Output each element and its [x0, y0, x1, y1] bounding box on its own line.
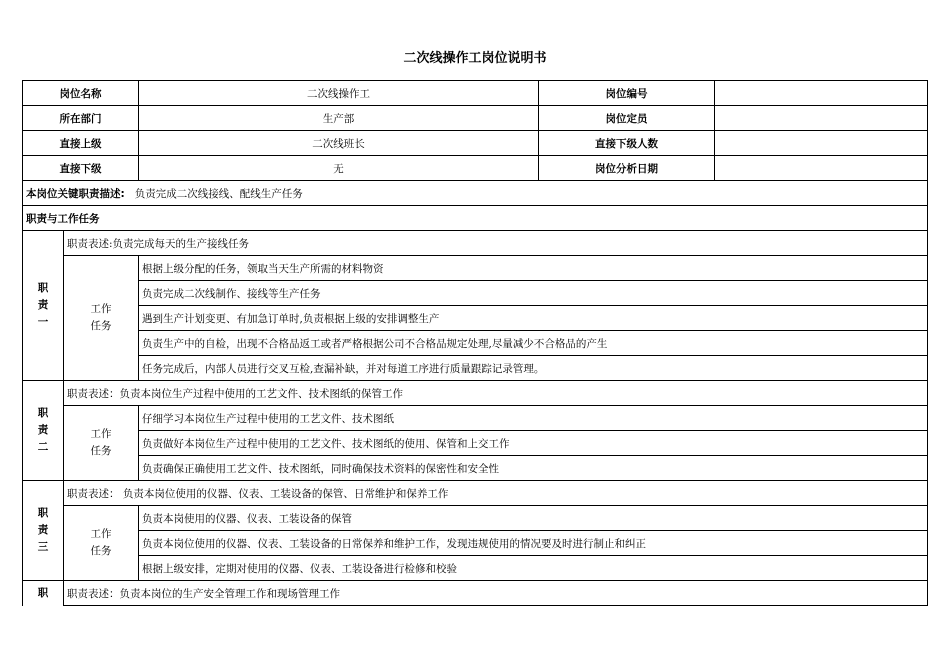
task-row	[23, 356, 928, 381]
basic-row	[23, 131, 928, 156]
basic-row	[23, 156, 928, 181]
basic-label: 岗位名称	[23, 81, 139, 106]
basic-value	[715, 81, 928, 106]
task-item: 根据上级分配的任务，领取当天生产所需的材料物资	[139, 256, 928, 281]
task-row	[23, 431, 928, 456]
section-header-row	[23, 206, 928, 231]
task-item: 负责本岗使用的仪器、仪表、工装设备的保管	[139, 506, 928, 531]
key-duty-text: 负责完成二次线接线、配线生产任务	[134, 187, 303, 200]
task-row	[23, 331, 928, 356]
work-task-label: 工作 任务	[64, 506, 139, 581]
basic-label: 岗位编号	[539, 81, 715, 106]
basic-label: 所在部门	[23, 106, 139, 131]
duty-label: 职 责 一	[23, 231, 64, 381]
duty-label: 职 责 二	[23, 381, 64, 481]
task-row	[23, 281, 928, 306]
duty-statement: 职责表述：负责本岗位的生产安全管理工作和现场管理工作	[64, 581, 928, 606]
task-item: 遇到生产计划变更、有加急订单时,负责根据上级的安排调整生产	[139, 306, 928, 331]
task-item: 根据上级安排，定期对使用的仪器、仪表、工装设备进行检修和校验	[139, 556, 928, 581]
section-header: 职责与工作任务	[23, 206, 928, 231]
basic-label: 岗位分析日期	[539, 156, 715, 181]
duty-label: 职 责 三	[23, 481, 64, 581]
document-title: 二次线操作工岗位说明书	[403, 51, 547, 66]
basic-row	[23, 81, 928, 106]
duty-statement-row	[23, 231, 928, 256]
duty-statement: 职责表述:负责完成每天的生产接线任务	[64, 231, 928, 256]
task-row	[23, 506, 928, 531]
work-task-label: 工作 任务	[64, 256, 139, 381]
basic-row	[23, 106, 928, 131]
duty-statement: 职责表述：负责本岗位生产过程中使用的工艺文件、技术图纸的保管工作	[64, 381, 928, 406]
basic-value: 二次线班长	[139, 131, 539, 156]
task-row	[23, 256, 928, 281]
basic-label: 直接下级	[23, 156, 139, 181]
task-item: 仔细学习本岗位生产过程中使用的工艺文件、技术图纸	[139, 406, 928, 431]
task-item: 负责做好本岗位生产过程中使用的工艺文件、技术图纸的使用、保管和上交工作	[139, 431, 928, 456]
duty-statement-row	[23, 581, 928, 606]
task-item: 负责确保正确使用工艺文件、技术图纸，同时确保技术资料的保密性和安全性	[139, 456, 928, 481]
task-row	[23, 556, 928, 581]
basic-label: 直接上级	[23, 131, 139, 156]
duty-label: 职	[23, 581, 64, 606]
basic-value	[715, 106, 928, 131]
key-duty-cell	[23, 181, 928, 206]
task-row	[23, 406, 928, 431]
basic-label: 岗位定员	[539, 106, 715, 131]
basic-value: 二次线操作工	[139, 81, 539, 106]
task-row	[23, 306, 928, 331]
basic-label: 直接下级人数	[539, 131, 715, 156]
task-item: 负责生产中的自检，出现不合格品返工或者严格根据公司不合格品规定处理,尽量减少不合格品的产生	[139, 331, 928, 356]
task-item: 负责完成二次线制作、接线等生产任务	[139, 281, 928, 306]
key-duty-label: 本岗位关键职责描述:	[26, 187, 125, 200]
basic-value	[715, 131, 928, 156]
basic-value: 无	[139, 156, 539, 181]
duty-statement-row	[23, 481, 928, 506]
duty-statement-row	[23, 381, 928, 406]
task-row	[23, 531, 928, 556]
basic-value	[715, 156, 928, 181]
job-description-table	[22, 80, 928, 606]
work-task-label: 工作 任务	[64, 406, 139, 481]
task-item: 负责本岗位使用的仪器、仪表、工装设备的日常保养和维护工作，发现违规使用的情况要及时进行制止和纠正	[139, 531, 928, 556]
task-row	[23, 456, 928, 481]
basic-value: 生产部	[139, 106, 539, 131]
task-item: 任务完成后，内部人员进行交叉互检,查漏补缺，并对每道工序进行质量跟踪记录管理。	[139, 356, 928, 381]
duty-statement: 职责表述： 负责本岗位使用的仪器、仪表、工装设备的保管、日常维护和保养工作	[64, 481, 928, 506]
key-duty-row	[23, 181, 928, 206]
